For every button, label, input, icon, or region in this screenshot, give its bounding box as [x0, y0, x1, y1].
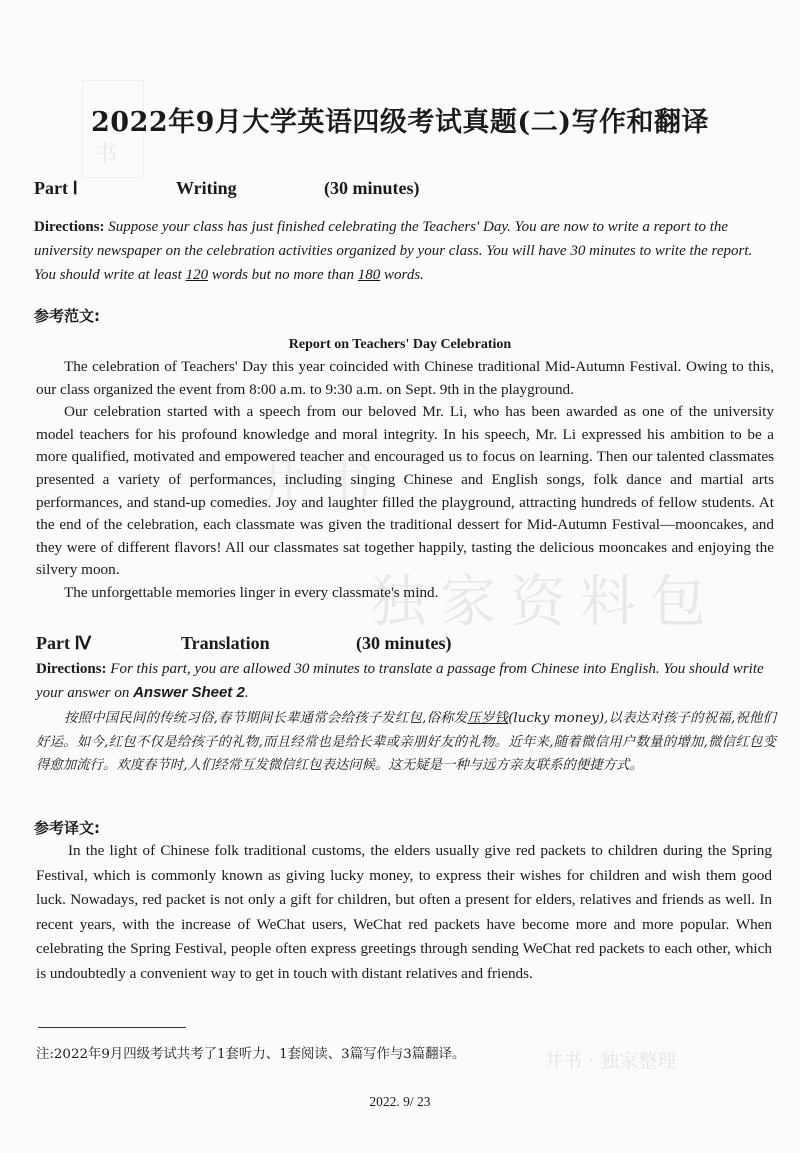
essay-paragraph: The celebration of Teachers' Day this year coincided with Chinese traditional Mid-Autumn Festival. Owing to this, our class organized the event from 8:00 a.m. to 9:30 a.m. on Sept. 9th in the playground.: [36, 358, 774, 398]
sample-essay-heading: 参考范文:: [34, 307, 100, 325]
essay-title: Report on Teachers' Day Celebration: [288, 337, 512, 352]
directions-text: Suppose your class has just finished celebrating the Teachers' Day. You are now to write a report to the university newspaper on the celebration activities organized by your class. You will have 30 minutes to write the report. You should write at least: [34, 219, 753, 283]
reference-translation-text: In the light of Chinese folk traditional customs, the elders usually give red packets to children during the Spring Festival, which is commonly known as giving lucky money, to express their wishes for children and wish them good luck. Nowadays, red packet is not only a gift for children, but often a present for elders, relatives and friends as well. In recent years, with the increase of WeChat users, WeChat red packets have become more and more popular. When celebrating the Spring Festival, people often express greetings through sending WeChat red packets to each other, which is undoubtedly a convenient way to get in touch with distant relatives and friends.: [36, 842, 772, 982]
footnote: 注:2022年9月四级考试共考了1套听力、1套阅读、3篇写作与3篇翻译。: [36, 1047, 466, 1062]
writing-part-label: Part Ⅰ: [34, 178, 78, 198]
essay-paragraph: Our celebration started with a speech from our beloved Mr. Li, who has been awarded as one of the university model teachers for his profound knowledge and moral integrity. In his speech, Mr. Li expressed his ambition to be a more qualified, motivated and empowered teacher and encouraged us to focus on learning. Then our talented classmates presented a variety of performances, including singing Chinese and English songs, folk dance and martial arts performances, and stand-up comedies. Joy and laughter filled the playground, attracting hundreds of fellow students. At the end of the celebration, each classmate was given the traditional dessert for Mid-Autumn Festival—mooncakes, and they were of different flavors! All our classmates sat together happily, tasting the delicious mooncakes and enjoying the silvery moon.: [36, 403, 774, 579]
writing-time: (30 minutes): [324, 178, 420, 198]
translation-directions: Directions: For this part, you are allowed 30 minutes to translate a passage from Chinese into English. You should write your answer on Answer Sheet 2.: [36, 661, 764, 701]
translation-time: (30 minutes): [356, 633, 452, 653]
directions-text-end: words.: [380, 267, 424, 283]
translation-directions-text: For this part, you are allowed 30 minutes to translate a passage from Chinese into English. You should write your answer on: [36, 661, 764, 701]
writing-directions: [34, 215, 774, 287]
chinese-passage-part1: 按照中国民间的传统习俗,春节期间长辈通常会给孩子发红包,俗称发: [64, 711, 468, 726]
answer-sheet-label: Answer Sheet 2: [133, 684, 245, 701]
directions-label: Directions:: [34, 219, 105, 235]
watermark-text: 独家资料包: [370, 570, 720, 635]
max-words: 180: [357, 267, 381, 283]
watermark-credit: 井书 · 独家整理: [544, 1050, 677, 1072]
essay-paragraph: The unforgettable memories linger in every classmate's mind.: [64, 583, 439, 601]
translation-section-name: Translation: [181, 633, 270, 653]
page-number: 2022. 9/ 23: [369, 1094, 431, 1109]
translation-directions-label: Directions:: [36, 661, 107, 677]
min-words: 120: [185, 267, 209, 283]
watermark-logo: 井 书: [256, 456, 372, 514]
writing-section-name: Writing: [176, 178, 237, 198]
chinese-passage: [36, 707, 776, 778]
chinese-term: 压岁钱: [467, 711, 509, 726]
chinese-passage-part2: (lucky money),以表达对孩子的祝福,祝他们好运。如今,红包不仅是给孩子的礼物,而且经常也是给长辈或亲朋好友的礼物。近年来,随着微信用户数量的增加,微信红包变得愈加流行。欢度春节时,人们经常互发微信红包表达问候。这无疑是一种与远方亲友联系的便捷方式。: [36, 711, 776, 773]
footnote-divider: [38, 1027, 186, 1028]
page-title: 2022年9月大学英语四级考试真题(二)写作和翻译: [91, 107, 709, 138]
reference-translation: [36, 839, 772, 987]
directions-text-mid: words but no more than: [208, 267, 358, 283]
essay-body: [36, 356, 774, 605]
translation-part-label: Part Ⅳ: [36, 633, 92, 653]
stamp-char: 书: [95, 142, 118, 167]
reference-translation-heading: 参考译文:: [34, 819, 100, 837]
